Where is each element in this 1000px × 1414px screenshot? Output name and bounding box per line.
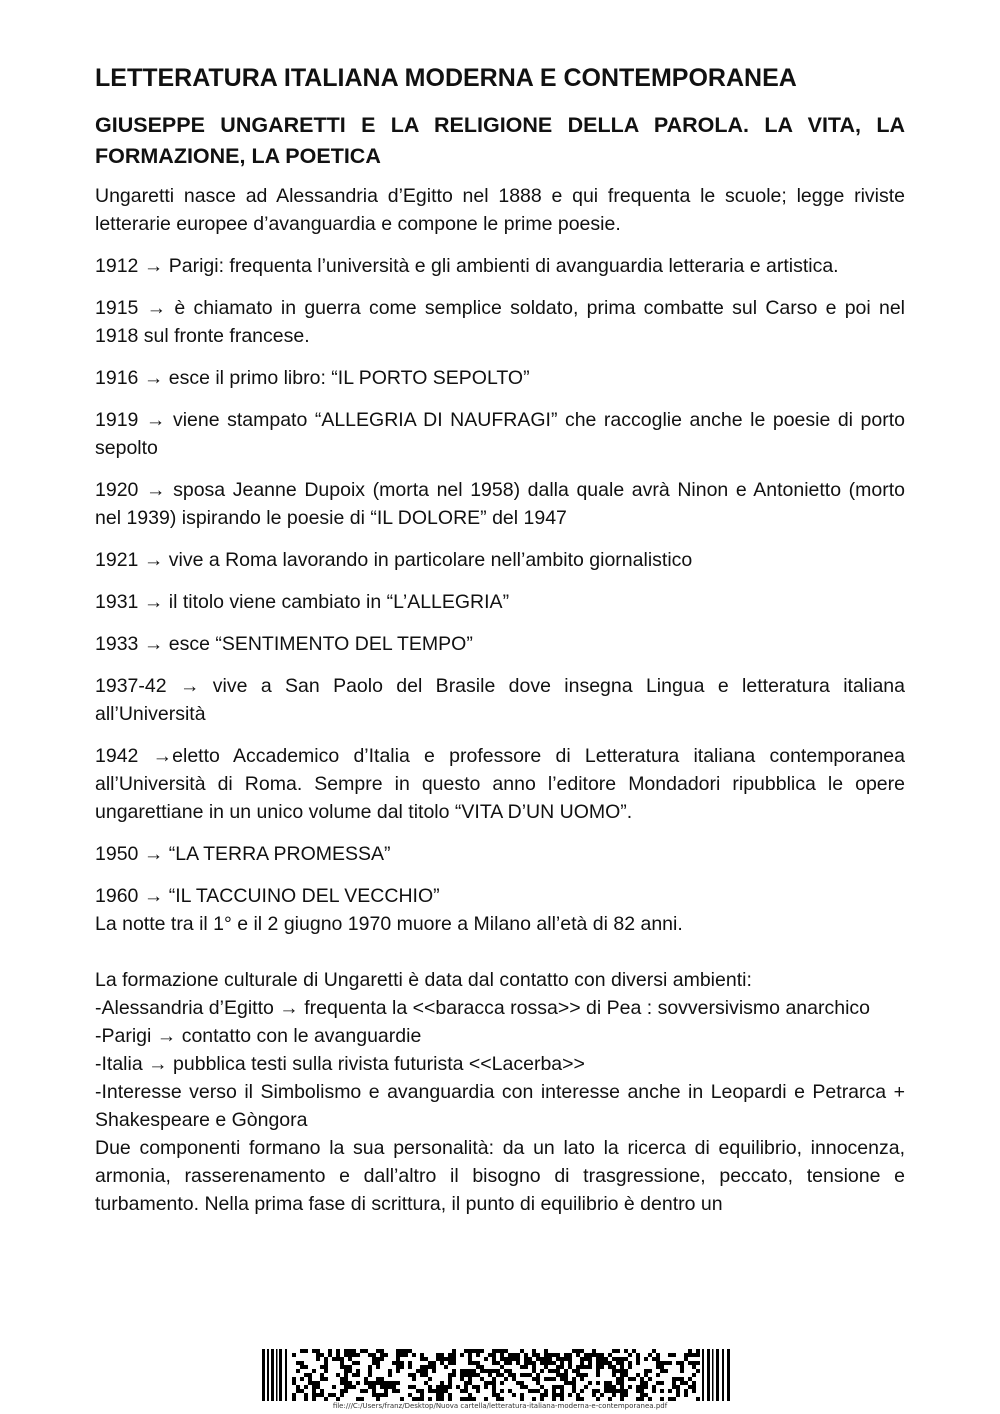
- timeline-text: esce il primo libro: “IL PORTO SEPOLTO”: [168, 367, 530, 389]
- formation-place: -Parigi: [95, 1025, 152, 1047]
- formation-text: frequenta la <<baracca rossa>> di Pea : sovversivismo anarchico: [304, 997, 870, 1019]
- arrow-icon: →: [156, 1025, 177, 1047]
- timeline-entry: [95, 588, 905, 616]
- timeline-entry: [95, 476, 905, 532]
- arrow-icon: →: [146, 479, 166, 501]
- timeline-text: è chiamato in guerra come semplice soldato, prima combatte sul Carso e poi nel 1918 sul fronte francese.: [95, 297, 906, 347]
- timeline-year: 1916: [95, 367, 139, 389]
- timeline-year: 1931: [95, 591, 139, 613]
- formation-item: [95, 1050, 905, 1078]
- timeline-text: vive a Roma lavorando in particolare nell’ambito giornalistico: [168, 549, 693, 571]
- timeline-entry: [95, 840, 905, 868]
- barcode: [262, 1349, 732, 1401]
- arrow-icon: →: [279, 997, 299, 1019]
- timeline-year: 1937-42: [95, 675, 167, 697]
- timeline-text: vive a San Paolo del Brasile dove insegna Lingua e letteratura italiana all’Università: [95, 675, 905, 725]
- timeline-entry: [95, 672, 905, 728]
- document-title: LETTERATURA ITALIANA MODERNA E CONTEMPORANEA: [95, 64, 797, 92]
- timeline-text: viene stampato “ALLEGRIA DI NAUFRAGI” che raccoglie anche le poesie di porto sepolto: [95, 409, 905, 459]
- timeline-entry: [95, 252, 905, 280]
- formation-interests: -Interesse verso il Simbolismo e avanguardia con interesse anche in Leopardi e Petrarca + Shakespeare e Gòngora: [95, 1081, 905, 1131]
- timeline-entry: [95, 630, 905, 658]
- timeline: [95, 252, 905, 910]
- formation-section: [95, 966, 905, 1218]
- page-footer: [0, 1345, 1000, 1414]
- timeline-year: 1912: [95, 255, 139, 277]
- death-note: La notte tra il 1° e il 2 giugno 1970 muore a Milano all’età di 82 anni.: [95, 913, 683, 935]
- arrow-icon: →: [146, 297, 167, 319]
- timeline-year: 1919: [95, 409, 139, 431]
- formation-place: -Alessandria d’Egitto: [95, 997, 274, 1019]
- timeline-entry: [95, 742, 905, 826]
- document-page: [95, 62, 905, 1218]
- arrow-icon: →: [143, 843, 164, 865]
- timeline-year: 1920: [95, 479, 139, 501]
- file-path: file:///C:/Users/franz/Desktop/Nuova cartella/letteratura-italiana-moderna-e-contemporanea.pdf: [332, 1402, 668, 1410]
- arrow-icon: →: [143, 633, 164, 655]
- timeline-text: il titolo viene cambiato in “L’ALLEGRIA”: [168, 591, 510, 613]
- timeline-text: “IL TACCUINO DEL VECCHIO”: [168, 885, 440, 907]
- formation-item: [95, 994, 905, 1022]
- formation-place: -Italia: [95, 1053, 143, 1075]
- formation-text: pubblica testi sulla rivista futurista <<Lacerba>>: [173, 1053, 585, 1075]
- arrow-icon: →: [143, 591, 164, 613]
- timeline-year: 1942: [95, 745, 139, 767]
- formation-item: [95, 1022, 905, 1050]
- arrow-icon: →: [145, 409, 166, 431]
- timeline-text: eletto Accademico d’Italia e professore di Letteratura italiana contemporanea all’Università di Roma. Sempre in questo anno l’editore Mondadori ripubblica le opere ungarettiane in un unico volume dal titolo “VITA D’UN UOMO”.: [95, 745, 905, 823]
- arrow-icon: →: [143, 549, 164, 571]
- arrow-icon: →: [143, 255, 164, 277]
- timeline-entry: [95, 364, 905, 392]
- arrow-icon: →: [148, 1053, 168, 1075]
- personality-paragraph: Due componenti formano la sua personalità: da un lato la ricerca di equilibrio, innocenza, armonia, rasserenamento e dall’altro il bisogno di trasgressione, peccato, tensione e turbamento. Nella prima fase di scrittura, il punto di equilibrio è dentro un: [95, 1137, 905, 1215]
- spacer: [95, 938, 905, 966]
- arrow-icon: →: [179, 675, 200, 697]
- timeline-entry: [95, 882, 905, 910]
- timeline-text: Parigi: frequenta l’università e gli ambienti di avanguardia letteraria e artistica.: [168, 255, 839, 277]
- formation-intro: La formazione culturale di Ungaretti è data dal contatto con diversi ambienti:: [95, 969, 752, 991]
- timeline-entry: [95, 546, 905, 574]
- timeline-entry: [95, 406, 905, 462]
- formation-text: contatto con le avanguardie: [181, 1025, 422, 1047]
- timeline-year: 1921: [95, 549, 139, 571]
- timeline-year: 1950: [95, 843, 139, 865]
- timeline-year: 1960: [95, 885, 139, 907]
- timeline-year: 1933: [95, 633, 139, 655]
- arrow-icon: →: [152, 745, 173, 767]
- timeline-entry: [95, 294, 905, 350]
- timeline-year: 1915: [95, 297, 139, 319]
- timeline-text: “LA TERRA PROMESSA”: [168, 843, 391, 865]
- timeline-text: esce “SENTIMENTO DEL TEMPO”: [168, 633, 473, 655]
- intro-paragraph: Ungaretti nasce ad Alessandria d’Egitto nel 1888 e qui frequenta le scuole; legge riviste letterarie europee d’avanguardia e compone le prime poesie.: [95, 185, 905, 235]
- timeline-text: sposa Jeanne Dupoix (morta nel 1958) dalla quale avrà Ninon e Antonietto (morto nel 1939) ispirando le poesie di “IL DOLORE” del 1947: [95, 479, 905, 529]
- arrow-icon: →: [143, 367, 164, 389]
- arrow-icon: →: [143, 885, 164, 907]
- section-heading: GIUSEPPE UNGARETTI E LA RELIGIONE DELLA PAROLA. LA VITA, LA FORMAZIONE, LA POETICA: [95, 113, 905, 168]
